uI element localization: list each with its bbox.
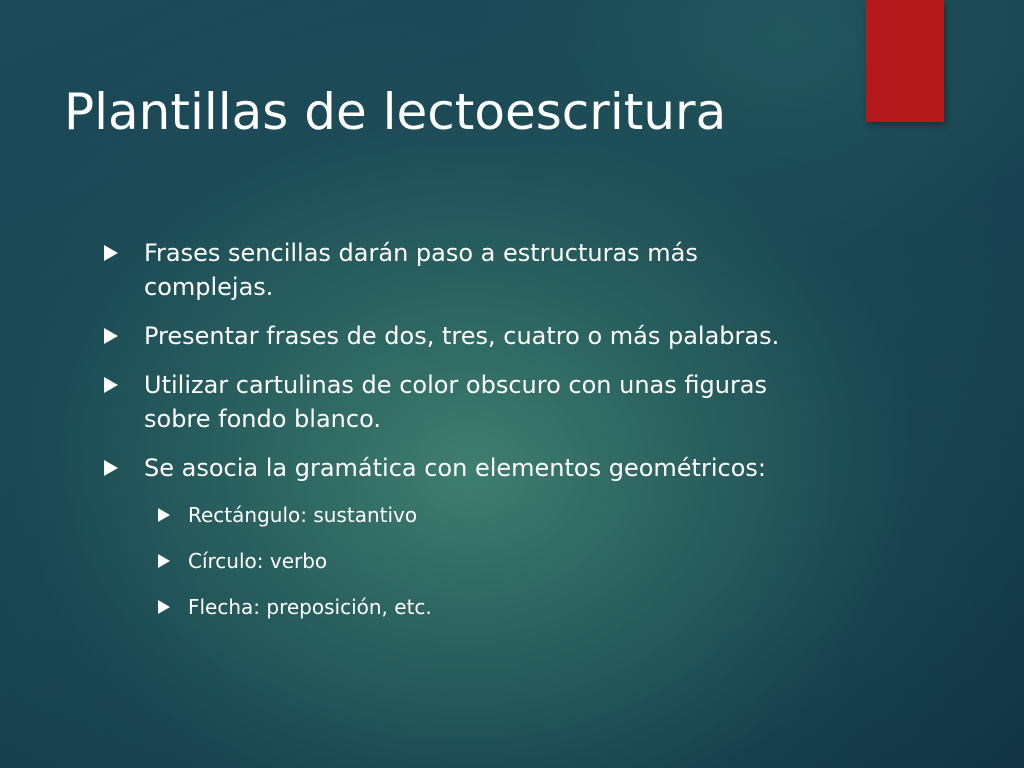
triangle-right-icon <box>158 508 170 522</box>
bullet-item <box>104 236 804 304</box>
sub-bullet-text: Flecha: preposición, etc. <box>188 595 432 619</box>
sub-bullet-text: Círculo: verbo <box>188 549 328 573</box>
slide-title: Plantillas de lectoescritura <box>64 83 727 141</box>
bullet-text: Presentar frases de dos, tres, cuatro o más palabras. <box>144 322 780 350</box>
bullet-item <box>104 368 804 436</box>
sub-bullet-item <box>104 500 804 530</box>
bullet-item <box>104 451 804 485</box>
triangle-right-icon <box>104 377 118 393</box>
triangle-right-icon <box>104 460 118 476</box>
bullet-list <box>104 236 804 638</box>
sub-bullet-item <box>104 546 804 576</box>
triangle-right-icon <box>158 600 170 614</box>
sub-bullet-item <box>104 592 804 622</box>
bullet-text: Utilizar cartulinas de color obscuro con unas figuras sobre fondo blanco. <box>144 371 768 433</box>
triangle-right-icon <box>104 245 118 261</box>
bullet-text: Frases sencillas darán paso a estructuras más complejas. <box>144 239 698 301</box>
red-accent-bar <box>866 0 944 122</box>
triangle-right-icon <box>158 554 170 568</box>
triangle-right-icon <box>104 328 118 344</box>
bullet-text: Se asocia la gramática con elementos geométricos: <box>144 454 766 482</box>
bullet-item <box>104 319 804 353</box>
sub-bullet-text: Rectángulo: sustantivo <box>188 503 418 527</box>
